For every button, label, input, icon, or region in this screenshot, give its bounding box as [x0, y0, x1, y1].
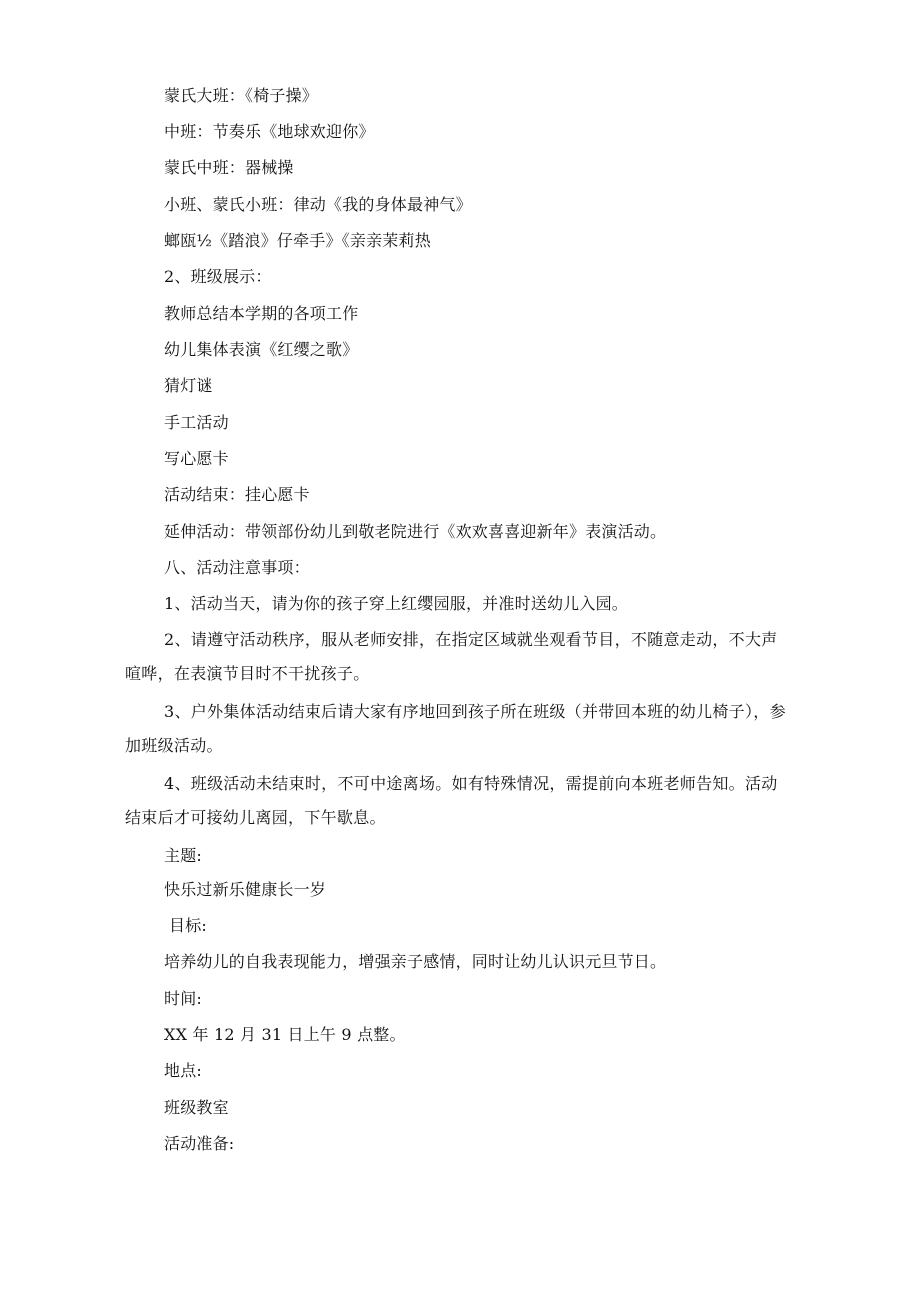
text-line: 蒙氏中班：器械操 — [164, 158, 294, 177]
paragraph: 3、户外集体活动结束后请大家有序地回到孩子所在班级（并带回本班的幼儿椅子），参加班级活动。 — [125, 702, 786, 755]
text-line: 延伸活动：带领部份幼儿到敬老院进行《欢欢喜喜迎新年》表演活动。 — [164, 522, 667, 541]
text-line: 快乐过新乐健康长一岁 — [164, 880, 327, 899]
text-line: 中班：节奏乐《地球欢迎你》 — [164, 122, 375, 141]
text-line: 螂瓯½《踏浪》仔牵手》《亲亲茉莉热 — [164, 231, 431, 250]
text-line: 教师总结本学期的各项工作 — [164, 304, 359, 323]
text-line: 活动结束：挂心愿卡 — [164, 485, 310, 504]
text-line: 猜灯谜 — [164, 376, 213, 395]
text-line: 蒙氏大班：《椅子操》 — [164, 86, 319, 105]
label-line: 地点: — [164, 1061, 202, 1080]
text-line: 手工活动 — [164, 413, 229, 432]
text-line: 培养幼儿的自我表现能力，增强亲子感情，同时让幼儿认识元旦节日。 — [164, 952, 667, 971]
label-line: 主题: — [164, 846, 202, 865]
text-line: 班级教室 — [164, 1098, 229, 1117]
text-line: 小班、蒙氏小班：律动《我的身体最神气》 — [164, 195, 472, 214]
label-line: 目标: — [169, 916, 207, 935]
paragraph: 4、班级活动未结束时，不可中途离场。如有特殊情况，需提前向本班老师告知。活动结束后才可接幼儿离园，下午歇息。 — [125, 774, 778, 827]
text-line: 1、活动当天，请为你的孩子穿上红缨园服，并准时送幼儿入园。 — [164, 594, 628, 613]
section-heading: 八、活动注意事项： — [164, 558, 310, 577]
label-line: 活动准备: — [164, 1134, 235, 1153]
text-line: 幼儿集体表演《红缨之歌》 — [164, 340, 359, 359]
text-line: 写心愿卡 — [164, 449, 229, 468]
section-heading: 2、班级展示： — [164, 267, 272, 286]
paragraph: 2、请遵守活动秩序，服从老师安排，在指定区域就坐观看节目，不随意走动，不大声喧哗，在表演节目时不干扰孩子。 — [125, 630, 778, 683]
text-line: XX 年 12 月 31 日上午 9 点整。 — [164, 1025, 406, 1044]
label-line: 时间: — [164, 989, 202, 1008]
